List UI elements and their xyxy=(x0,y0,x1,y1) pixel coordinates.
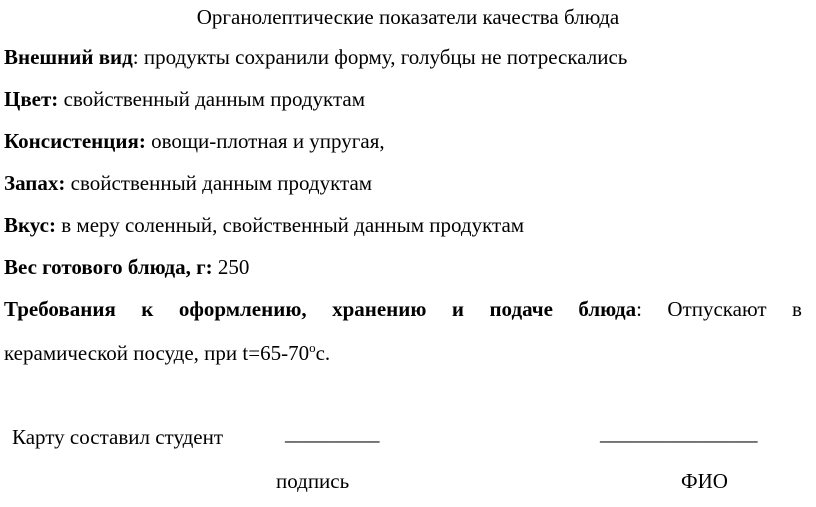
signature-caption: подпись xyxy=(276,469,350,493)
requirements-line-1 xyxy=(4,296,802,322)
req-value-word: в xyxy=(792,297,802,321)
document-title: Органолептические показатели качества блюда xyxy=(196,5,620,29)
row-consistency xyxy=(4,128,802,154)
row-weight xyxy=(4,254,802,280)
row-label: Консистенция: xyxy=(4,129,146,153)
row-value: овощи-плотная и упругая, xyxy=(151,129,385,153)
row-label: Вес готового блюда, г: xyxy=(4,255,213,279)
requirements-line-2 xyxy=(4,340,802,366)
req-word: оформлению, xyxy=(178,297,307,321)
row-label: Вкус: xyxy=(4,213,56,237)
row-label: Внешний вид xyxy=(4,45,133,69)
row-label: Запах: xyxy=(4,171,66,195)
degree-mark: о xyxy=(309,340,316,355)
row-value: свойственный данным продуктам xyxy=(70,171,373,195)
row-color xyxy=(4,86,802,112)
signature-label: Карту составил студент xyxy=(12,425,224,449)
req-line2-prefix: керамической посуде, при t=65-70 xyxy=(4,341,310,365)
row-smell xyxy=(4,170,802,196)
name-caption: ФИО xyxy=(681,469,728,493)
req-word: к xyxy=(141,297,154,321)
req-word: блюда xyxy=(578,297,637,321)
req-word: Требования xyxy=(4,297,116,321)
row-value: свойственный данным продуктам xyxy=(63,87,365,111)
req-word: и xyxy=(451,297,464,321)
row-appearance xyxy=(4,44,802,70)
req-value-word: Отпускают xyxy=(667,297,767,321)
req-word: подаче xyxy=(489,297,553,321)
req-word: хранению xyxy=(332,297,427,321)
row-separator: : xyxy=(132,45,144,69)
row-value: продукты сохранили форму, голубцы не потрескались xyxy=(143,45,628,69)
signature-blank: _________ xyxy=(285,421,380,445)
req-line2-suffix: с. xyxy=(315,341,331,365)
row-taste xyxy=(4,212,802,238)
req-word-last xyxy=(578,296,642,322)
name-blank: _______________ xyxy=(600,421,758,445)
row-value: 250 xyxy=(217,255,250,279)
row-label: Цвет: xyxy=(4,87,59,111)
req-colon: : xyxy=(636,297,642,321)
row-value: в меру соленный, свойственный данным продуктам xyxy=(61,213,525,237)
